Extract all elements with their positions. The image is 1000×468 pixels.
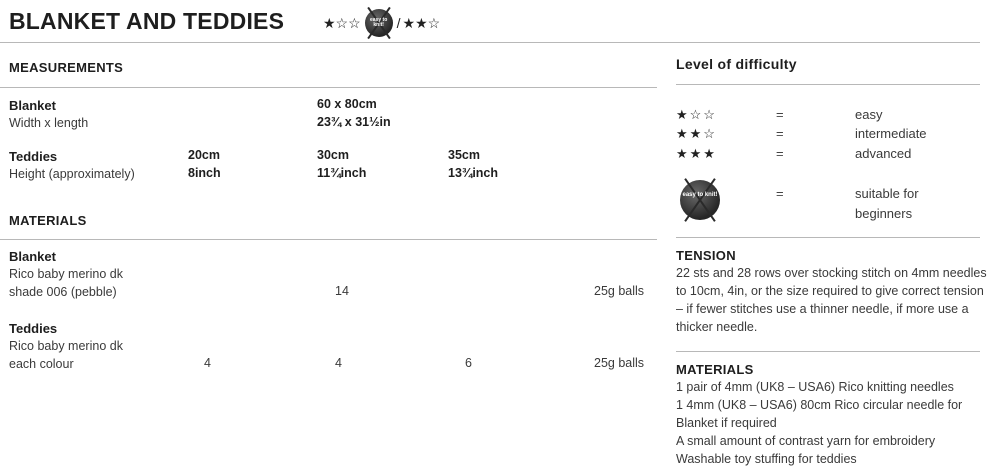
title-divider — [0, 42, 980, 43]
tension-header: TENSION — [676, 248, 736, 263]
easy-to-knit-legend-badge-icon: easy to knit! — [680, 180, 720, 220]
page-title: BLANKET AND TEDDIES — [9, 8, 285, 34]
blanket-size-in: 23¾ x 31½in — [317, 115, 391, 129]
materials-divider — [0, 239, 657, 240]
badge-eq: = — [776, 186, 784, 201]
badge-desc-2: beginners — [855, 206, 913, 221]
teddy-size-medium-in: 11¾inch — [317, 166, 367, 180]
measurements-divider — [0, 87, 657, 88]
teddy-medium-qty: 4 — [335, 356, 342, 370]
materials-right-line-1: 1 pair of 4mm (UK8 – USA6) Rico knitting needles — [676, 380, 954, 394]
teddy-size-medium-cm: 30cm — [317, 148, 349, 162]
tension-line-1: 22 sts and 28 rows over stocking stitch on 4mm needles — [676, 266, 987, 280]
teddies-yarn-line2: each colour — [9, 357, 74, 371]
blanket-size-cm: 60 x 80cm — [317, 97, 377, 111]
teddy-size-small-cm: 20cm — [188, 148, 220, 162]
tension-line-4: thicker needle. — [676, 320, 758, 334]
difficulty-divider — [676, 84, 980, 85]
teddies-measure-label: Teddies — [9, 149, 58, 164]
teddy-size-small-in: 8inch — [188, 166, 221, 180]
teddy-small-qty: 4 — [204, 356, 211, 370]
materials-header: MATERIALS — [9, 213, 87, 228]
teddy-size-large-in: 13¾inch — [448, 166, 499, 180]
materials-right-header: MATERIALS — [676, 362, 754, 377]
blanket-yarn-line2: shade 006 (pebble) — [9, 285, 117, 299]
teddies-material-label: Teddies — [9, 321, 58, 336]
blanket-measure-sub: Width x length — [9, 116, 89, 130]
teddy-large-qty: 6 — [465, 356, 472, 370]
materials-right-divider — [676, 351, 980, 352]
blanket-yarn-unit: 25g balls — [594, 284, 645, 298]
blanket-yarn-line1: Rico baby merino dk — [9, 267, 123, 281]
easy-eq: = — [776, 107, 784, 122]
easy-to-knit-badge-icon: easy to knit! — [365, 9, 393, 37]
easy-desc: easy — [855, 107, 883, 122]
teddies-measure-sub: Height (approximately) — [9, 167, 135, 181]
advanced-desc: advanced — [855, 146, 912, 161]
difficulty-stars-a: ★☆☆ — [323, 14, 361, 31]
measurements-header: MEASUREMENTS — [9, 60, 124, 75]
materials-right-line-5: Washable toy stuffing for teddies — [676, 452, 857, 466]
blanket-measure-label: Blanket — [9, 98, 56, 113]
intermediate-eq: = — [776, 126, 784, 141]
materials-right-line-4: A small amount of contrast yarn for embroidery — [676, 434, 936, 448]
advanced-eq: = — [776, 146, 784, 161]
blanket-yarn-qty: 14 — [335, 284, 349, 298]
tension-line-2: to 10cm, 4in, or the size required to give correct tension — [676, 284, 984, 298]
teddies-yarn-unit: 25g balls — [594, 356, 645, 370]
advanced-stars: ★★★ — [676, 146, 717, 161]
badge-desc-1: suitable for — [855, 186, 919, 201]
title-rating — [323, 9, 440, 37]
rating-separator: / — [396, 15, 401, 31]
materials-right-line-3: Blanket if required — [676, 416, 777, 430]
intermediate-stars: ★★☆ — [676, 126, 717, 141]
tension-top-divider — [676, 237, 980, 238]
blanket-material-label: Blanket — [9, 249, 56, 264]
difficulty-stars-b: ★★☆ — [402, 14, 441, 31]
intermediate-desc: intermediate — [855, 126, 927, 141]
difficulty-header: Level of difficulty — [676, 56, 797, 72]
easy-stars: ★☆☆ — [676, 107, 717, 122]
tension-line-3: – if fewer stitches use a thinner needle, if more use a — [676, 302, 969, 316]
materials-right-line-2: 1 4mm (UK8 – USA6) 80cm Rico circular needle for — [676, 398, 963, 412]
teddy-size-large-cm: 35cm — [448, 148, 480, 162]
badge-wrap — [680, 180, 720, 225]
teddies-yarn-line1: Rico baby merino dk — [9, 339, 123, 353]
